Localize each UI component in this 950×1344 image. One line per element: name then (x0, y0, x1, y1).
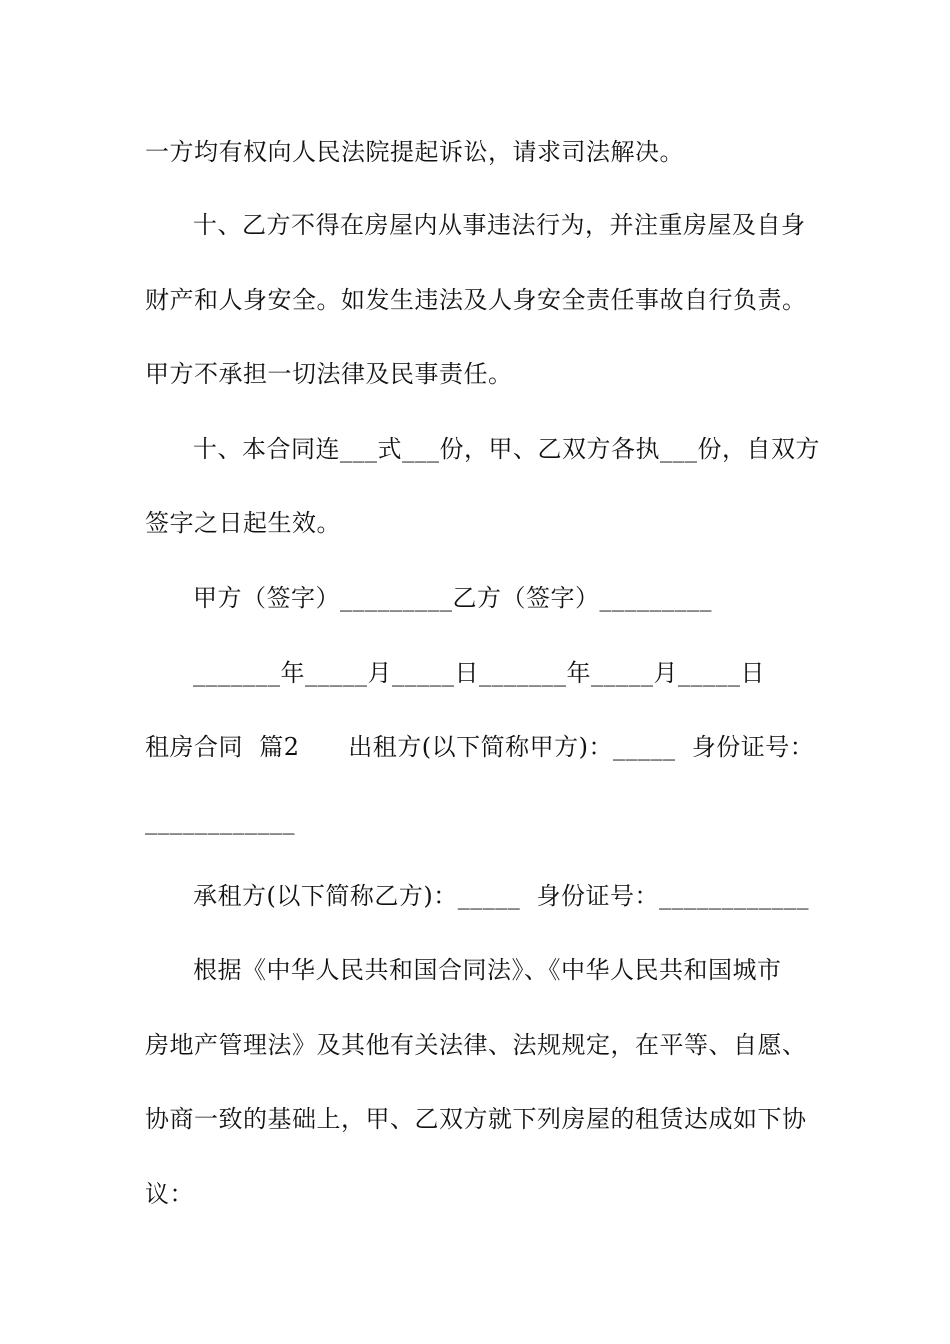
text-line-15: 议： (145, 1180, 194, 1208)
text-line-5: 十、本合同连___式___份，甲、乙双方各执___份，自双方 (193, 435, 820, 463)
tenant-line: 承租方(以下简称乙方)：_____ 身份证号：____________ (193, 882, 809, 910)
section-heading-line: 租房合同 篇2 出租方(以下简称甲方)：_____ 身份证号： (145, 733, 815, 761)
text-line-12: 根据《中华人民共和国合同法》、《中华人民共和国城市 (193, 956, 782, 984)
date-line: _______年_____月_____日_______年_____月_____日 (193, 659, 765, 687)
text-line-13: 房地产管理法》及其他有关法律、法规规定，在平等、自愿、 (145, 1031, 807, 1059)
text-line-1: 一方均有权向人民法院提起诉讼，请求司法解决。 (145, 138, 684, 166)
text-line-2: 十、乙方不得在房屋内从事违法行为，并注重房屋及自身 (193, 211, 806, 239)
signature-line: 甲方（签字）_________乙方（签字）_________ (193, 584, 712, 612)
id-blank-line: ____________ (145, 807, 295, 835)
text-line-6: 签字之日起生效。 (145, 509, 341, 537)
text-line-3: 财产和人身安全。如发生违法及人身安全责任事故自行负责。 (145, 286, 807, 314)
text-line-14: 协商一致的基础上，甲、乙双方就下列房屋的租赁达成如下协 (145, 1105, 807, 1133)
text-line-4: 甲方不承担一切法律及民事责任。 (145, 360, 513, 388)
